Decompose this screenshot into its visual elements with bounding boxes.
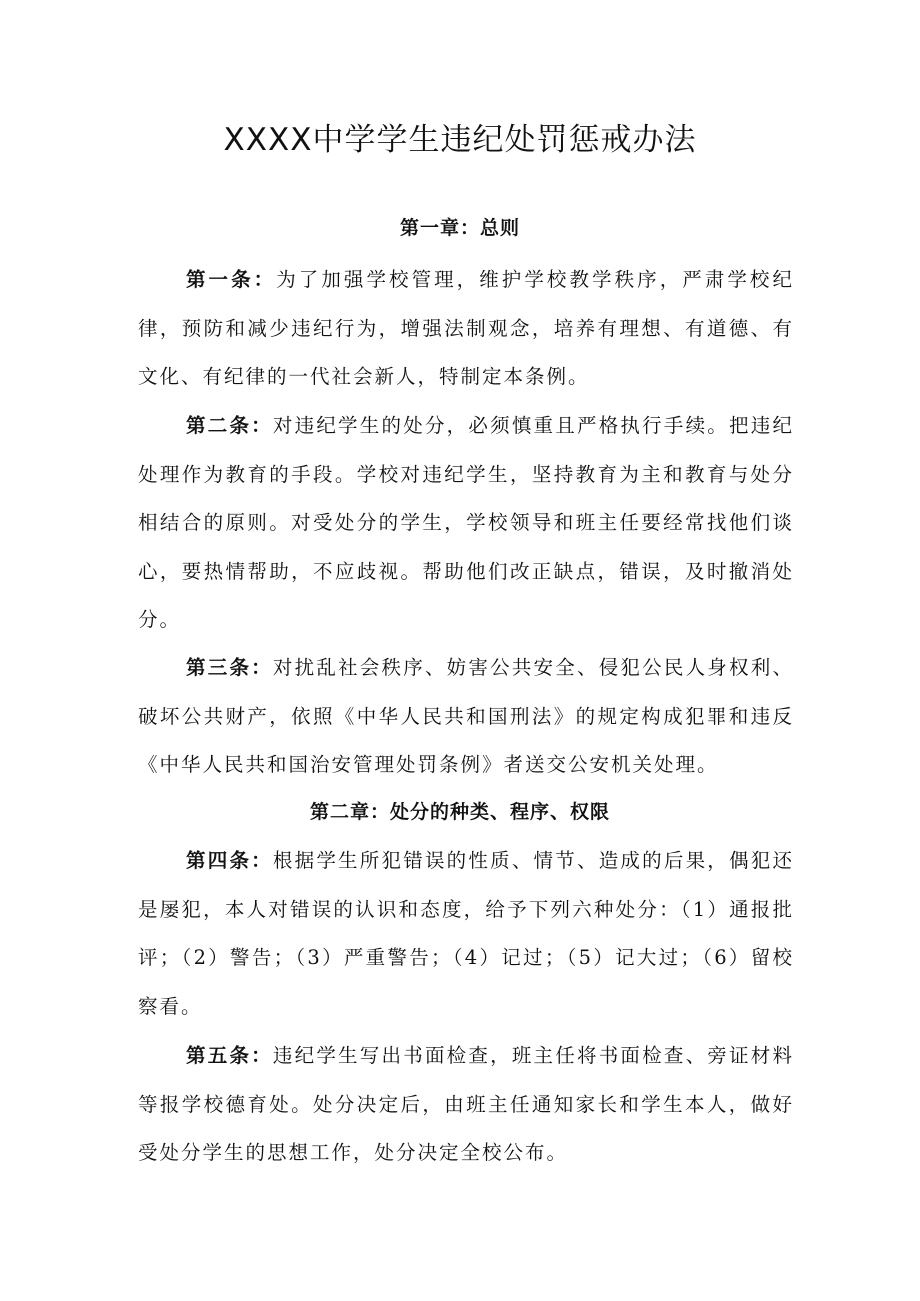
article-text: 根据学生所犯错误的性质、情节、造成的后果，偶犯还是屡犯，本人对错误的认识和态度，给予下列六种处分：（1）通报批评；（2）警告；（3）严重警告；（4）记过；（5）记大过；（6）留校察看。 xyxy=(138,849,794,1018)
article-label: 第一条： xyxy=(186,268,277,291)
article-text: 对违纪学生的处分，必须慎重且严格执行手续。把违纪处理作为教育的手段。学校对违纪学生，坚持教育为主和教育与处分相结合的原则。对受处分的学生，学校领导和班主任要经常找他们谈心，要热情帮助，不应歧视。帮助他们改正缺点，错误，及时撤消处分。 xyxy=(138,414,794,631)
article-text: 为了加强学校管理，维护学校教学秩序，严肃学校纪律，预防和减少违纪行为，增强法制观念，培养有理想、有道德、有文化、有纪律的一代社会新人，特制定本条例。 xyxy=(138,268,794,388)
article-label: 第三条： xyxy=(186,656,273,679)
article-text: 对扰乱社会秩序、妨害公共安全、侵犯公民人身权利、破坏公共财产，依照《中华人民共和国刑法》的规定构成犯罪和违反《中华人民共和国治安管理处罚条例》者送交公安机关处理。 xyxy=(138,656,794,776)
article-paragraph xyxy=(138,256,794,402)
article-label: 第四条： xyxy=(186,849,273,872)
article-paragraph xyxy=(138,644,794,790)
document-title: XXXX中学学生违纪处罚惩戒办法 xyxy=(223,122,697,158)
article-text: 违纪学生写出书面检查，班主任将书面检查、旁证材料等报学校德育处。处分决定后，由班主任通知家长和学生本人，做好受处分学生的思想工作，处分决定全校公布。 xyxy=(138,1044,794,1164)
article-paragraph xyxy=(138,837,794,1031)
article-label: 第二条： xyxy=(186,414,273,437)
article-label: 第五条： xyxy=(186,1044,273,1067)
chapter-heading: 第一章：总则 xyxy=(399,217,520,239)
article-paragraph xyxy=(138,1032,794,1178)
chapter-heading: 第二章：处分的种类、程序、权限 xyxy=(309,801,610,823)
article-paragraph xyxy=(138,402,794,645)
